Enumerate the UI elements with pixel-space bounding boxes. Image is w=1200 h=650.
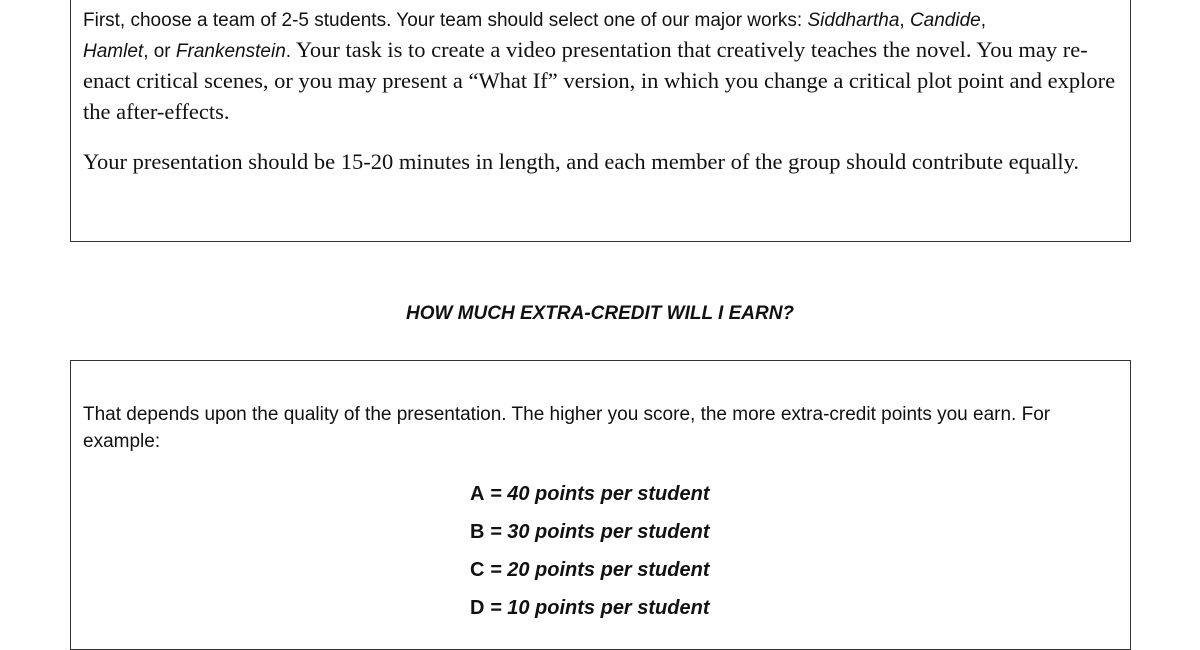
- team-instructions-text: First, choose a team of 2-5 students. Your team should select one of our major works:: [83, 10, 808, 31]
- grade-points-item: [470, 479, 710, 517]
- task-description-text: Your task is to create a video presentation that creatively teaches the novel. You may re-enact critical scenes, or you may present a “What If” version, in which you change a critical plot point and explore the after-effects.: [83, 37, 1116, 124]
- grade-letter: C: [470, 559, 485, 581]
- work-list-period: .: [285, 41, 292, 62]
- assignment-description-box: [70, 0, 1131, 242]
- work-title-siddhartha: Siddhartha: [807, 10, 900, 31]
- presentation-length-paragraph: Your presentation should be 15-20 minutes in length, and each member of the group should contribute equally.: [83, 149, 1080, 174]
- work-separator: ,: [980, 10, 987, 31]
- grade-points-text: = 20 points per student: [484, 559, 710, 581]
- grade-points-list: [470, 479, 710, 631]
- assignment-instructions-paragraph: [83, 7, 1120, 129]
- extra-credit-heading: HOW MUCH EXTRA-CREDIT WILL I EARN?: [405, 303, 795, 324]
- grade-letter: D: [470, 597, 485, 619]
- extra-credit-box: [70, 360, 1131, 650]
- grade-letter: B: [470, 521, 485, 543]
- work-separator: , or: [143, 41, 176, 62]
- grade-points-text: = 10 points per student: [484, 597, 710, 619]
- work-separator: ,: [899, 10, 910, 31]
- work-title-frankenstein: Frankenstein: [175, 41, 286, 62]
- grade-points-item: [470, 517, 710, 555]
- grade-points-item: [470, 593, 710, 631]
- grade-letter: A: [470, 483, 485, 505]
- grade-points-text: = 40 points per student: [484, 483, 710, 505]
- grade-points-text: = 30 points per student: [484, 521, 710, 543]
- extra-credit-intro-paragraph: That depends upon the quality of the presentation. The higher you score, the more extra-credit points you earn. For example:: [83, 404, 1051, 452]
- grade-points-item: [470, 555, 710, 593]
- work-title-candide: Candide: [909, 10, 981, 31]
- work-title-hamlet: Hamlet: [83, 41, 144, 62]
